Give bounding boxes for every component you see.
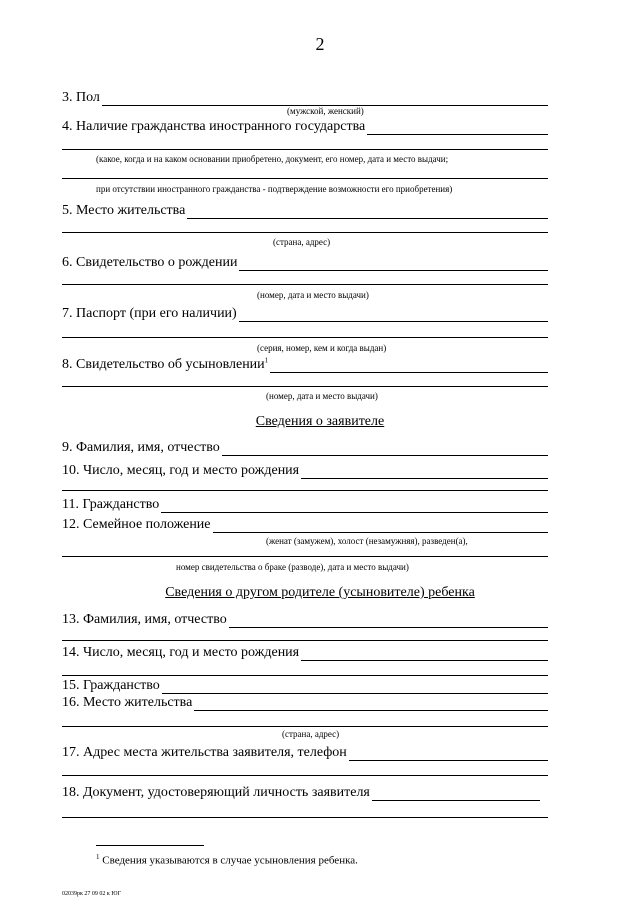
field-other-parent-citizenship-label: 15. Гражданство	[62, 678, 160, 693]
field-applicant-marital-status-line-2[interactable]	[62, 556, 548, 557]
field-other-parent-residence-line-2[interactable]	[62, 726, 548, 727]
field-applicant-address-phone-line-2[interactable]	[62, 775, 548, 776]
field-foreign-citizenship-line-2[interactable]	[62, 149, 548, 150]
field-birth-certificate-input-line[interactable]	[239, 252, 548, 271]
field-applicant-id-document-label: 18. Документ, удостоверяющий личность заявителя	[62, 785, 370, 800]
field-sex-input-line[interactable]	[102, 87, 548, 106]
field-applicant-marital-status-hint-2: номер свидетельства о браке (разводе), дата и место выдачи)	[176, 562, 409, 572]
footnote-separator	[96, 845, 204, 846]
field-passport	[62, 304, 548, 322]
field-foreign-citizenship-line-3[interactable]	[62, 178, 548, 179]
field-adoption-certificate-hint: (номер, дата и место выдачи)	[266, 391, 378, 401]
field-applicant-birth-line-2[interactable]	[62, 490, 548, 491]
field-applicant-address-phone-input-line[interactable]	[349, 742, 548, 761]
field-sex	[62, 88, 548, 106]
field-birth-certificate-line-2[interactable]	[62, 284, 548, 285]
field-applicant-birth	[62, 461, 548, 479]
field-residence-hint: (страна, адрес)	[273, 237, 331, 247]
field-other-parent-name-label: 13. Фамилия, имя, отчество	[62, 612, 227, 627]
footnote-text: Сведения указываются в случае усыновления ребенка.	[102, 854, 358, 867]
print-code: 02039рк 27 09 02 к ЮГ	[62, 891, 121, 897]
field-birth-certificate-hint: (номер, дата и место выдачи)	[257, 290, 369, 300]
field-foreign-citizenship-hint-1: (какое, когда и на каком основании приобретено, документ, его номер, дата и место выдачи;	[96, 154, 449, 164]
page-number: 2	[315, 34, 325, 54]
field-applicant-citizenship-label: 11. Гражданство	[62, 497, 160, 512]
field-other-parent-birth-label: 14. Число, месяц, год и место рождения	[62, 645, 300, 660]
field-other-parent-birth-input-line[interactable]	[301, 642, 548, 661]
field-foreign-citizenship-input-line[interactable]	[367, 116, 548, 135]
field-foreign-citizenship-label: 4. Наличие гражданства иностранного государства	[62, 119, 366, 134]
field-other-parent-name-line-2[interactable]	[62, 640, 548, 641]
field-applicant-name-input-line[interactable]	[222, 437, 548, 456]
field-birth-certificate	[62, 253, 548, 271]
field-adoption-certificate	[62, 355, 548, 373]
field-applicant-address-phone	[62, 743, 548, 761]
field-foreign-citizenship	[62, 117, 548, 135]
field-applicant-birth-input-line[interactable]	[301, 460, 548, 479]
field-residence-label: 5. Место жительства	[62, 203, 186, 218]
field-residence-input-line[interactable]	[187, 200, 548, 219]
field-other-parent-residence-input-line[interactable]	[194, 692, 548, 711]
field-applicant-birth-label: 10. Число, месяц, год и место рождения	[62, 463, 300, 478]
field-residence	[62, 201, 548, 219]
field-other-parent-name-input-line[interactable]	[229, 609, 548, 628]
section-applicant-heading: Сведения о заявителе	[255, 414, 385, 429]
field-birth-certificate-label: 6. Свидетельство о рождении	[62, 255, 238, 270]
field-passport-hint: (серия, номер, кем и когда выдан)	[257, 343, 387, 353]
field-other-parent-birth	[62, 643, 548, 661]
field-sex-label: 3. Пол	[62, 90, 100, 105]
field-applicant-marital-status-label: 12. Семейное положение	[62, 517, 211, 532]
field-applicant-marital-status	[62, 515, 548, 533]
field-applicant-id-document-input-line[interactable]	[372, 782, 540, 801]
field-applicant-id-document-line-2[interactable]	[62, 817, 548, 818]
field-residence-line-2[interactable]	[62, 232, 548, 233]
field-other-parent-residence	[62, 693, 548, 711]
field-applicant-citizenship	[62, 495, 548, 513]
field-other-parent-residence-label: 16. Место жительства	[62, 695, 193, 710]
field-applicant-name	[62, 438, 548, 456]
footnote-marker: 1	[96, 853, 100, 861]
section-other-parent-heading: Сведения о другом родителе (усыновителе) ребенка	[165, 585, 475, 600]
footnote	[96, 853, 358, 867]
field-other-parent-name	[62, 610, 548, 628]
field-applicant-marital-status-input-line[interactable]	[213, 514, 548, 533]
field-adoption-certificate-label	[62, 357, 268, 373]
field-passport-line-2[interactable]	[62, 337, 548, 338]
footnote-reference-mark: 1	[264, 356, 269, 365]
field-applicant-marital-status-hint-1: (женат (замужем), холост (незамужняя), разведен(а),	[266, 536, 468, 546]
field-passport-input-line[interactable]	[239, 303, 548, 322]
field-applicant-address-phone-label: 17. Адрес места жительства заявителя, телефон	[62, 745, 347, 760]
field-applicant-citizenship-input-line[interactable]	[161, 494, 548, 513]
field-foreign-citizenship-hint-2: при отсутствии иностранного гражданства - подтверждение возможности его приобретения)	[96, 184, 453, 194]
field-sex-hint: (мужской, женский)	[287, 106, 364, 116]
field-adoption-certificate-text: 8. Свидетельство об усыновлении	[62, 357, 265, 372]
field-passport-label: 7. Паспорт (при его наличии)	[62, 306, 237, 321]
field-applicant-id-document	[62, 783, 540, 801]
field-adoption-certificate-line-2[interactable]	[62, 386, 548, 387]
field-adoption-certificate-input-line[interactable]	[270, 354, 548, 373]
field-other-parent-residence-hint: (страна, адрес)	[282, 729, 340, 739]
field-applicant-name-label: 9. Фамилия, имя, отчество	[62, 440, 220, 455]
